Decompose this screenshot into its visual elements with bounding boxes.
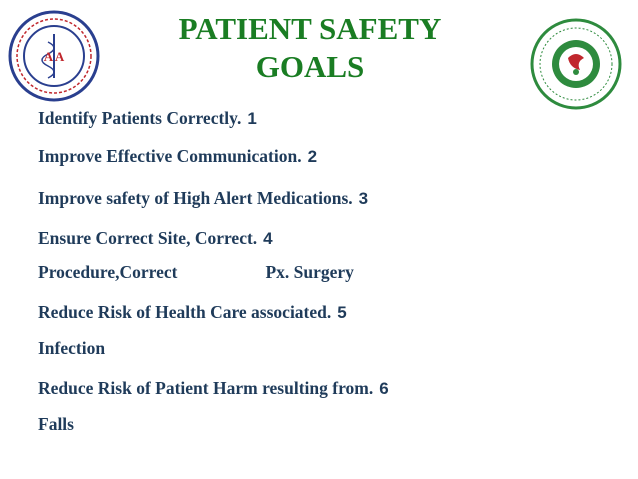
slide-title bbox=[150, 10, 470, 86]
goal-2-number: 2 bbox=[307, 147, 318, 166]
goal-3-text: Improve safety of High Alert Medications. bbox=[38, 188, 353, 208]
goal-1-text: Identify Patients Correctly. bbox=[38, 108, 242, 128]
goal-4-continuation-a: Procedure,Correct bbox=[38, 262, 178, 282]
goal-2 bbox=[38, 146, 317, 167]
goal-6-number: 6 bbox=[379, 379, 389, 398]
goal-4-text: Ensure Correct Site, Correct. bbox=[38, 228, 258, 248]
goal-4 bbox=[38, 228, 273, 249]
goal-5-text: Reduce Risk of Health Care associated. bbox=[38, 302, 332, 322]
goal-6-text: Reduce Risk of Patient Harm resulting from. bbox=[38, 378, 374, 398]
goal-5-continuation: Infection bbox=[38, 338, 106, 358]
goal-4-continuation-b: Px. Surgery bbox=[265, 262, 354, 282]
goal-4-number: 4 bbox=[263, 229, 273, 248]
goal-1 bbox=[38, 108, 257, 129]
goal-5 bbox=[38, 302, 347, 323]
goal-6-continuation: Falls bbox=[38, 414, 74, 434]
goal-1-number: 1 bbox=[247, 109, 257, 128]
title-line-2: GOALS bbox=[255, 49, 365, 84]
goal-5-number: 5 bbox=[337, 303, 347, 322]
left-logo-initials: A A bbox=[43, 49, 65, 64]
goal-6 bbox=[38, 378, 389, 399]
goal-3-number: 3 bbox=[358, 189, 369, 208]
accreditation-seal-icon bbox=[530, 18, 622, 110]
goal-3 bbox=[38, 188, 368, 209]
hospital-seal-icon bbox=[8, 10, 100, 102]
title-line-1: PATIENT SAFETY bbox=[178, 11, 442, 46]
goal-4-continuation bbox=[38, 262, 354, 283]
goal-2-text: Improve Effective Communication. bbox=[38, 146, 302, 166]
